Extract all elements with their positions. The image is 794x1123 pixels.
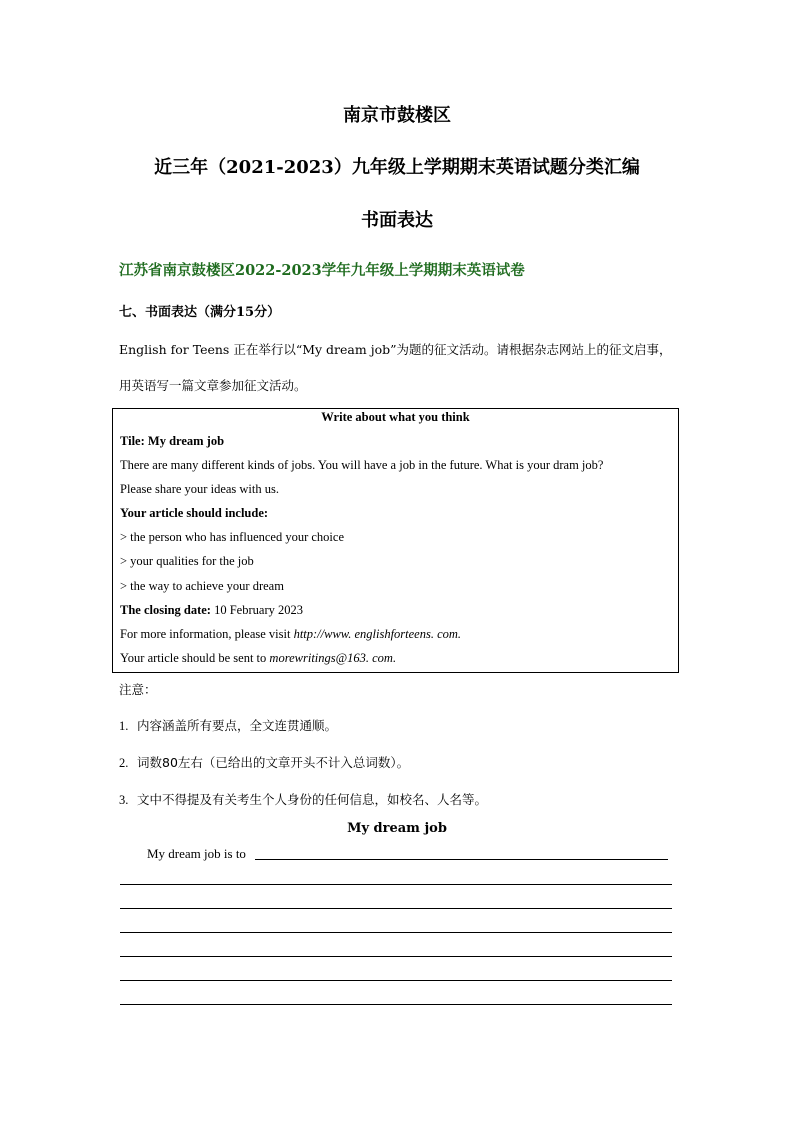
info-prefix: For more information, please visit [120, 627, 294, 641]
note-item-1 [119, 716, 337, 734]
closing-date-value: 10 February 2023 [210, 603, 303, 617]
note-text: 内容涵盖所有要点，全文连贯通顺。 [137, 718, 338, 733]
intro-line-1: English for Teens 正在举行以“My dream job”为题的征文活动。请根据杂志网站上的征文启事， [119, 342, 672, 357]
notice-info [120, 627, 461, 642]
answer-opening: My dream job is to [147, 846, 246, 861]
answer-line[interactable] [120, 1004, 672, 1005]
notice-heading: Write about what you think [321, 410, 470, 424]
notice-body-2: Please share your ideas with us. [120, 482, 279, 496]
note-number: 3. [119, 793, 129, 807]
answer-line[interactable] [120, 908, 672, 909]
note-number: 2. [119, 756, 129, 770]
notice-point-1: > the person who has influenced your choice [120, 530, 344, 544]
exam-source-title: 江苏省南京鼓楼区2022-2023学年九年级上学期期末英语试卷 [119, 262, 525, 279]
answer-line[interactable] [120, 980, 672, 981]
notice-point-3: > the way to achieve your dream [120, 579, 284, 593]
note-item-2 [119, 753, 409, 771]
send-prefix: Your article should be sent to [120, 651, 270, 665]
notice-send [120, 651, 396, 666]
doc-title-district: 南京市鼓楼区 [343, 105, 451, 126]
info-url-link[interactable]: http://www. englishforteens. com. [293, 627, 462, 641]
note-text: 词数80左右（已给出的文章开头不计入总词数）。 [137, 755, 410, 770]
notice-box [112, 408, 679, 673]
note-text: 文中不得提及有关考生个人身份的任何信息，如校名、人名等。 [137, 792, 488, 807]
notice-closing-date [120, 603, 303, 618]
closing-date-label: The closing date: [120, 603, 211, 617]
notice-include-label: Your article should include: [120, 506, 269, 520]
doc-title-topic: 书面表达 [361, 210, 433, 231]
intro-line-2: 用英语写一篇文章参加征文活动。 [119, 378, 307, 393]
question-heading: 七、书面表达（满分15分） [119, 305, 281, 320]
send-email-link[interactable]: morewritings@163. com. [269, 651, 397, 665]
notice-body-1: There are many different kinds of jobs. You will have a job in the future. What is your dram job? [120, 458, 604, 472]
answer-line[interactable] [120, 884, 672, 885]
answer-title: My dream job [347, 821, 447, 836]
note-number: 1. [119, 719, 129, 733]
notice-title: Tile: My dream job [120, 434, 225, 448]
notice-point-2: > your qualities for the job [120, 554, 254, 568]
notes-heading: 注意： [119, 682, 157, 697]
answer-line[interactable] [120, 956, 672, 957]
answer-line-first[interactable] [255, 859, 668, 860]
doc-title-collection: 近三年（2021-2023）九年级上学期期末英语试题分类汇编 [154, 157, 640, 178]
note-item-3 [119, 790, 487, 808]
answer-line[interactable] [120, 932, 672, 933]
